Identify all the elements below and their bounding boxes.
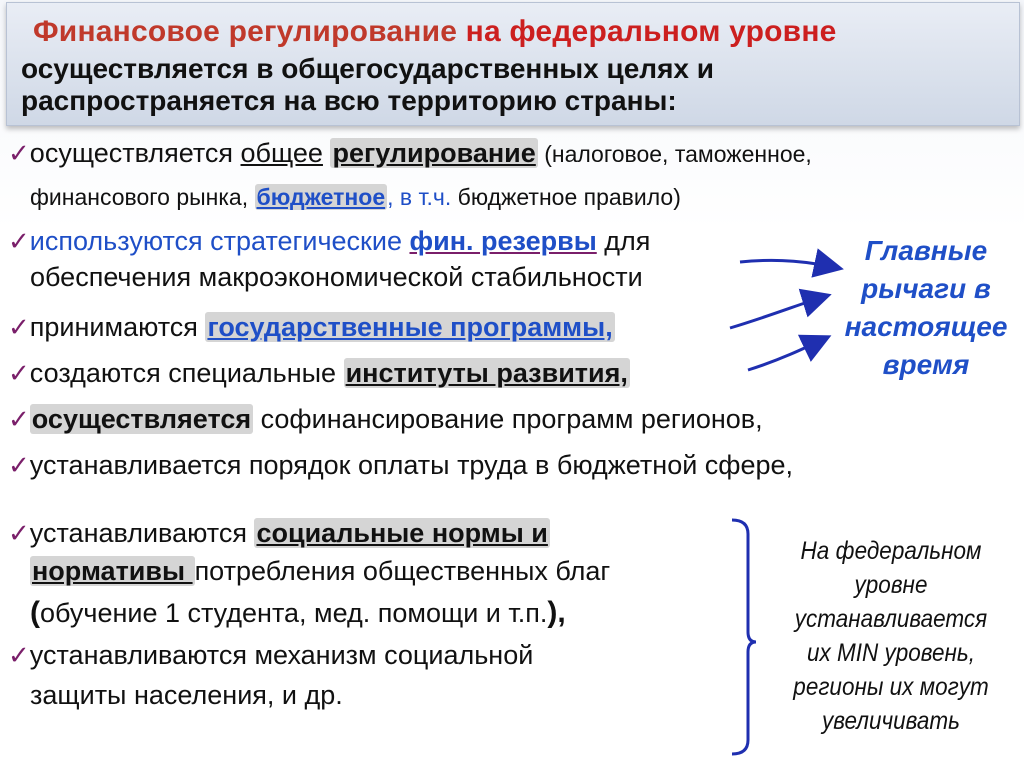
check-icon: ✓ bbox=[8, 518, 30, 548]
arrow-to-levers-1 bbox=[740, 260, 838, 268]
list-item-7-cont-2: (обучение 1 студента, мед. помощи и т.п.), bbox=[30, 596, 566, 629]
list-item-7: ✓устанавливаются социальные нормы и bbox=[8, 518, 548, 548]
list-item-4: ✓создаются специальные институты развития, bbox=[8, 358, 628, 388]
check-icon: ✓ bbox=[8, 404, 30, 434]
list-item-1-cont: финансового рынка, бюджетное, в т.ч. бюджетное правило) bbox=[30, 184, 681, 210]
list-item-3: ✓принимаются государственные программы, bbox=[8, 312, 613, 342]
list-item-8: ✓устанавливаются механизм социальной bbox=[8, 640, 534, 670]
title-heading: Финансовое регулирование на федеральном уровне bbox=[33, 15, 837, 48]
list-item-1: ✓осуществляется общее регулирование (налоговое, таможенное, bbox=[8, 138, 812, 168]
check-icon: ✓ bbox=[8, 138, 30, 168]
list-item-2: ✓используются стратегические фин. резервы для bbox=[8, 226, 651, 256]
check-icon: ✓ bbox=[8, 312, 30, 342]
arrow-to-levers-2 bbox=[730, 296, 826, 328]
bracket-icon bbox=[732, 520, 756, 754]
list-item-2-cont: обеспечения макроэкономической стабильности bbox=[30, 262, 643, 292]
check-icon: ✓ bbox=[8, 450, 30, 480]
list-item-5: ✓осуществляется софинансирование программ регионов, bbox=[8, 404, 763, 434]
arrow-to-levers-3 bbox=[748, 338, 826, 370]
list-item-7-cont-1: нормативы потребления общественных благ bbox=[32, 556, 611, 586]
list-item-6: ✓устанавливается порядок оплаты труда в бюджетной сфере, bbox=[8, 450, 794, 480]
side-note-federal-min: На федеральном уровне устанавливается их MIN уровень, регионы их могут увеличивать bbox=[793, 537, 989, 735]
list-item-8-cont: защиты населения, и др. bbox=[30, 680, 343, 710]
check-icon: ✓ bbox=[8, 226, 30, 256]
title-subline-2: распространяется на всю территорию страны: bbox=[21, 85, 677, 116]
check-icon: ✓ bbox=[8, 640, 30, 670]
side-note-main-levers: Главные рычаги в настоящее время bbox=[844, 235, 1008, 380]
check-icon: ✓ bbox=[8, 358, 30, 388]
title-subline-1: осуществляется в общегосударственных целях и bbox=[21, 53, 714, 84]
